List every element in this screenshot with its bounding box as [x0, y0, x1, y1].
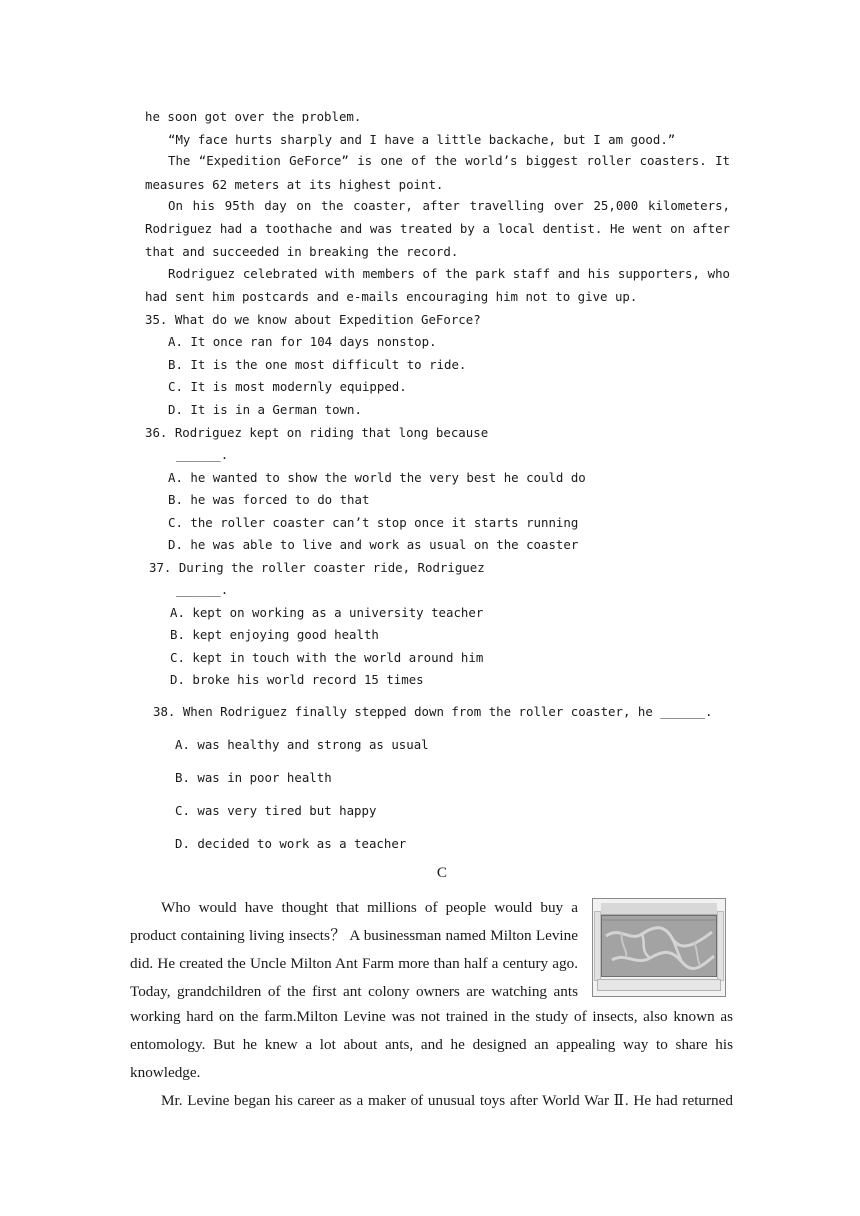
- passage-b-line: Rodriguez celebrated with members of the park staff and his supporters, who: [168, 266, 730, 281]
- question-stem-36: 36. Rodriguez kept on riding that long because: [145, 425, 489, 440]
- passage-b-line: measures 62 meters at its highest point.: [145, 177, 444, 192]
- option-37-b: B. kept enjoying good health: [170, 627, 379, 642]
- option-36-a: A. he wanted to show the world the very best he could do: [168, 470, 586, 485]
- option-35-d: D. It is in a German town.: [168, 402, 362, 417]
- frame-base: [597, 979, 721, 991]
- option-37-c: C. kept in touch with the world around him: [170, 650, 484, 665]
- question-stem-35: 35. What do we know about Expedition GeForce?: [145, 312, 481, 327]
- option-38-c: C. was very tired but happy: [175, 803, 377, 818]
- passage-c-line: Mr. Levine began his career as a maker of unusual toys after World War Ⅱ. He had returned: [161, 1092, 733, 1109]
- ant-tunnels-icon: [602, 916, 717, 977]
- question-stem-37: 37. During the roller coaster ride, Rodriguez: [149, 560, 485, 575]
- frame-side-right: [717, 911, 724, 981]
- option-35-c: C. It is most modernly equipped.: [168, 379, 407, 394]
- ant-farm-illustration-icon: [592, 898, 726, 997]
- passage-c-line: Today, grandchildren of the first ant colony owners are watching ants: [130, 983, 578, 1000]
- passage-b-line: Rodriguez had a toothache and was treated by a local dentist. He went on after: [145, 221, 730, 236]
- option-35-b: B. It is the one most difficult to ride.: [168, 357, 467, 372]
- question-stem-38: 38. When Rodriguez finally stepped down from the roller coaster, he ______.: [153, 704, 713, 719]
- option-35-a: A. It once ran for 104 days nonstop.: [168, 334, 437, 349]
- passage-b-line: “My face hurts sharply and I have a little backache, but I am good.”: [168, 132, 676, 147]
- passage-c-line: product containing living insects？ A businessman named Milton Levine: [130, 927, 578, 944]
- passage-b-line: had sent him postcards and e-mails encouraging him not to give up.: [145, 289, 638, 304]
- option-36-b: B. he was forced to do that: [168, 492, 370, 507]
- answer-blank-36: ______.: [176, 447, 229, 462]
- option-38-b: B. was in poor health: [175, 770, 332, 785]
- passage-b-line: he soon got over the problem.: [145, 109, 362, 124]
- ant-tunnels-panel: [601, 915, 717, 977]
- frame-top: [601, 903, 717, 915]
- passage-b-line: The “Expedition GeForce” is one of the world’s biggest roller coasters. It: [168, 153, 730, 168]
- passage-c-line: knowledge.: [130, 1064, 201, 1081]
- option-37-a: A. kept on working as a university teacher: [170, 605, 484, 620]
- passage-c-line: working hard on the farm.Milton Levine was not trained in the study of insects, also known as: [130, 1008, 733, 1025]
- passage-c-line: Who would have thought that millions of people would buy a: [161, 899, 578, 916]
- option-38-d: D. decided to work as a teacher: [175, 836, 407, 851]
- option-36-d: D. he was able to live and work as usual on the coaster: [168, 537, 579, 552]
- option-36-c: C. the roller coaster can’t stop once it starts running: [168, 515, 579, 530]
- option-38-a: A. was healthy and strong as usual: [175, 737, 429, 752]
- option-37-d: D. broke his world record 15 times: [170, 672, 424, 687]
- passage-c-line: did. He created the Uncle Milton Ant Farm more than half a century ago.: [130, 955, 578, 972]
- passage-b-line: On his 95th day on the coaster, after travelling over 25,000 kilometers,: [168, 198, 730, 213]
- answer-blank-37: ______.: [176, 582, 229, 597]
- section-heading-c: C: [436, 864, 448, 881]
- frame-side-left: [594, 911, 601, 981]
- passage-c-line: entomology. But he knew a lot about ants, and he designed an appealing way to share his: [130, 1036, 733, 1053]
- passage-b-line: that and succeeded in breaking the record.: [145, 244, 459, 259]
